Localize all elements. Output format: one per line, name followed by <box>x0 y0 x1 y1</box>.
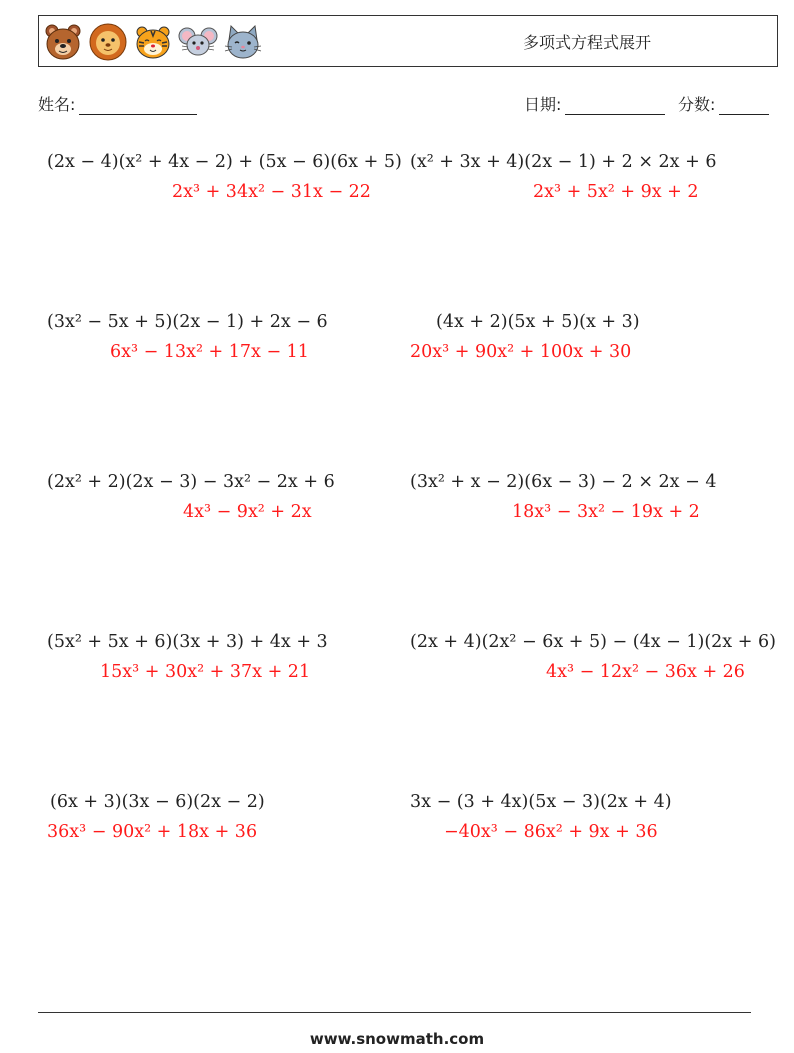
answer-3: 6x³ − 13x² + 17x − 11 <box>110 342 309 362</box>
problem-6: (3x² + x − 2)(6x − 3) − 2 × 2x − 4 <box>410 472 717 492</box>
problem-9: (6x + 3)(3x − 6)(2x − 2) <box>50 792 265 812</box>
mouse-icon <box>178 22 218 62</box>
answer-1: 2x³ + 34x² − 31x − 22 <box>172 182 371 202</box>
problem-5: (2x² + 2)(2x − 3) − 3x² − 2x + 6 <box>47 472 335 492</box>
score-label: 分数: <box>678 95 716 114</box>
worksheet-title: 多项式方程式展开 <box>523 33 652 52</box>
problem-4: (4x + 2)(5x + 5)(x + 3) <box>436 312 640 332</box>
problem-8: (2x + 4)(2x² − 6x + 5) − (4x − 1)(2x + 6) <box>410 632 776 652</box>
date-label: 日期: <box>524 95 562 114</box>
cat-icon <box>223 22 263 62</box>
footer-url[interactable]: www.snowmath.com <box>309 1030 485 1048</box>
name-field <box>38 92 197 115</box>
answer-5: 4x³ − 9x² + 2x <box>183 502 312 522</box>
date-blank[interactable] <box>565 98 665 115</box>
animal-icons <box>43 22 263 62</box>
tiger-icon <box>133 22 173 62</box>
problem-7: (5x² + 5x + 6)(3x + 3) + 4x + 3 <box>47 632 328 652</box>
score-field <box>678 92 769 115</box>
date-field <box>524 92 665 115</box>
answer-7: 15x³ + 30x² + 37x + 21 <box>100 662 311 682</box>
lion-icon <box>88 22 128 62</box>
footer-divider <box>38 1012 751 1013</box>
name-label: 姓名: <box>38 95 76 114</box>
problem-1: (2x − 4)(x² + 4x − 2) + (5x − 6)(6x + 5) <box>47 152 402 172</box>
problem-2: (x² + 3x + 4)(2x − 1) + 2 × 2x + 6 <box>410 152 717 172</box>
answer-4: 20x³ + 90x² + 100x + 30 <box>410 342 632 362</box>
answer-9: 36x³ − 90x² + 18x + 36 <box>47 822 258 842</box>
header-box <box>38 15 778 67</box>
bear-icon <box>43 22 83 62</box>
score-blank[interactable] <box>719 98 769 115</box>
answer-2: 2x³ + 5x² + 9x + 2 <box>533 182 699 202</box>
answer-8: 4x³ − 12x² − 36x + 26 <box>546 662 745 682</box>
problem-3: (3x² − 5x + 5)(2x − 1) + 2x − 6 <box>47 312 328 332</box>
answer-10: −40x³ − 86x² + 9x + 36 <box>444 822 658 842</box>
problem-10: 3x − (3 + 4x)(5x − 3)(2x + 4) <box>410 792 672 812</box>
name-blank[interactable] <box>79 98 197 115</box>
answer-6: 18x³ − 3x² − 19x + 2 <box>512 502 700 522</box>
